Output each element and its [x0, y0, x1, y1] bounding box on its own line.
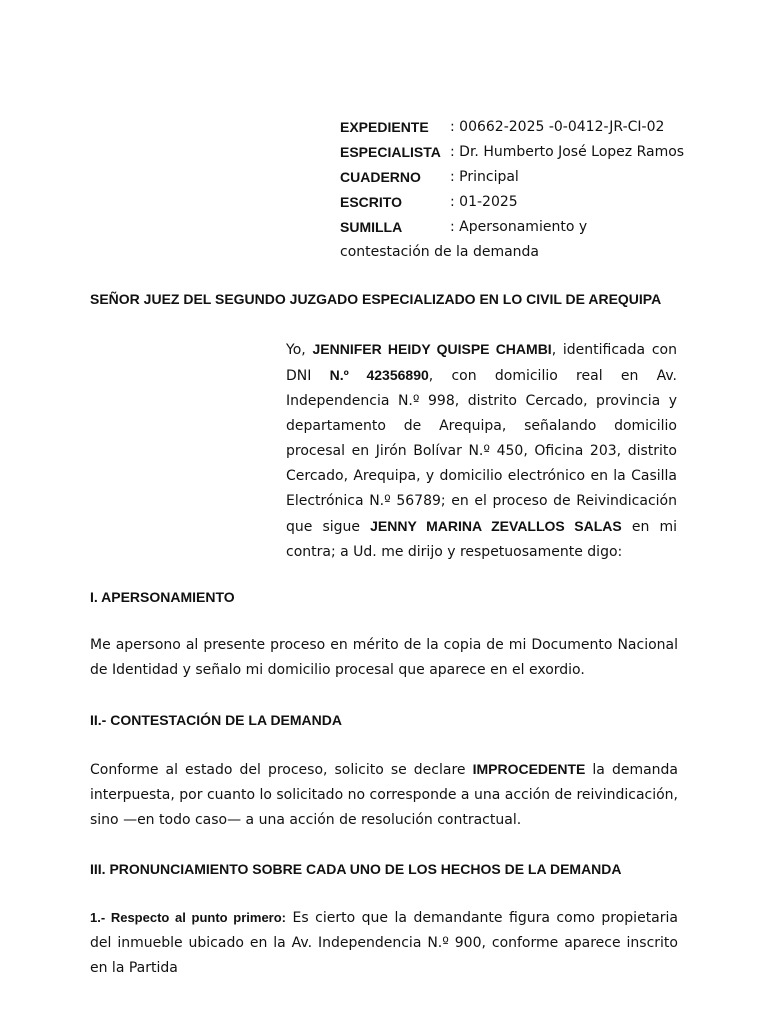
header-row-cuaderno [340, 165, 700, 190]
especialista-value: : Dr. Humberto José Lopez Ramos [450, 144, 685, 160]
intro-text-4: en mi contra; a Ud. me dirijo y respetuosamente digo: [286, 519, 677, 560]
expediente-value: : 00662-2025 -0-0412-JR-CI-02 [450, 119, 665, 135]
point-1-label: 1.- Respecto al punto primero: [90, 910, 286, 925]
section-1-heading: I. APERSONAMIENTO [90, 589, 235, 605]
sumilla-label: SUMILLA [340, 219, 403, 235]
dni-number: N.º 42356890 [329, 367, 429, 383]
intro-text-1: Yo, [286, 342, 313, 358]
header-row-escrito [340, 190, 700, 215]
section-2-text-2: la demanda interpuesta, por cuanto lo solicitado no corresponde a una acción de reivindicación, sino —en todo caso— a una acción de resolución contractual. [90, 762, 678, 828]
sumilla-continuation: contestación de la demanda [340, 244, 540, 260]
cuaderno-label: CUADERNO [340, 169, 421, 185]
escrito-value: : 01-2025 [450, 194, 518, 210]
sumilla-value: : Apersonamiento y [450, 219, 588, 235]
section-2-heading: II.- CONTESTACIÓN DE LA DEMANDA [90, 712, 342, 728]
intro-text-2: , identificada con DNI [286, 342, 677, 384]
section-1-text: Me apersono al presente proceso en mérito de la copia de mi Documento Nacional de Identidad y señalo mi domicilio procesal que aparece en el exordio. [90, 637, 678, 678]
point-1-text: Es cierto que la demandante figura como propietaria del inmueble ubicado en la Av. Independencia N.º 900, conforme aparece inscrito en la Partida [90, 910, 678, 976]
section-3-point-1 [90, 905, 678, 981]
especialista-label: ESPECIALISTA [340, 144, 441, 160]
escrito-label: ESCRITO [340, 194, 402, 210]
cuaderno-value: : Principal [450, 169, 519, 185]
expediente-label: EXPEDIENTE [340, 119, 429, 135]
header-row-expediente [340, 115, 700, 140]
header-row-especialista [340, 140, 700, 165]
case-header [340, 115, 700, 265]
address-line: SEÑOR JUEZ DEL SEGUNDO JUZGADO ESPECIALIZADO EN LO CIVIL DE AREQUIPA [90, 291, 662, 307]
intro-paragraph [286, 337, 677, 565]
section-3-heading: III. PRONUNCIAMIENTO SOBRE CADA UNO DE LOS HECHOS DE LA DEMANDA [90, 861, 622, 877]
improcedente-term: IMPROCEDENTE [472, 761, 586, 777]
opponent-name: JENNY MARINA ZEVALLOS SALAS [370, 518, 622, 534]
section-2-text [90, 757, 678, 833]
section-2-text-1: Conforme al estado del proceso, solicito se declare [90, 762, 473, 778]
intro-text-3: , con domicilio real en Av. Independencia N.º 998, distrito Cercado, provincia y departamento de Arequipa, señalando domicilio procesal en Jirón Bolívar N.º 450, Oficina 203, distrito Cercado, Arequipa, y domicilio electrónico en la Casilla Electrónica N.º 56789; en el proceso de Reivindicación que sigue [286, 368, 677, 535]
header-row-sumilla [340, 215, 700, 240]
plaintiff-name: JENNIFER HEIDY QUISPE CHAMBI [312, 341, 552, 357]
